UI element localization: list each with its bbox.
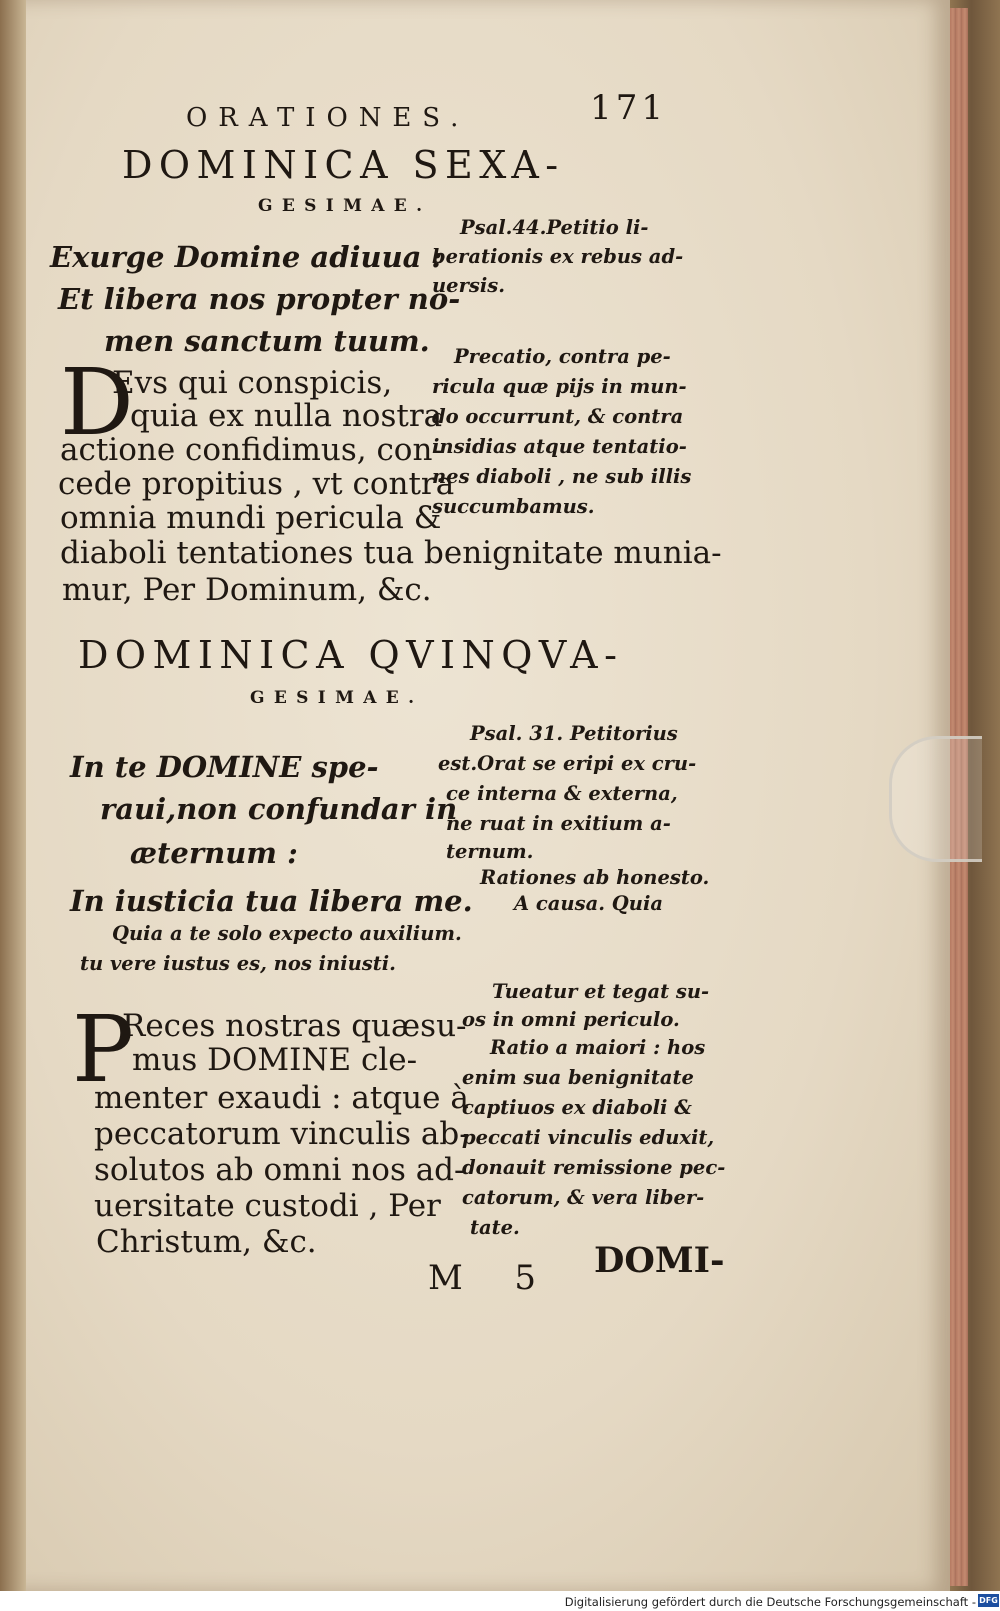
- catchword: DOMI-: [594, 1240, 725, 1281]
- margin-note: donauit remissione pec-: [462, 1156, 726, 1179]
- section-title: DOMINICA SEXA-: [122, 143, 565, 187]
- verse-line: In iusticia tua libera me.: [70, 884, 473, 918]
- margin-note: Psal. 31. Petitorius: [470, 722, 678, 745]
- verse-line: Exurge Domine adiuua :: [50, 240, 443, 274]
- prayer-line: peccatorum vinculis ab-: [94, 1116, 470, 1152]
- verse-note: Quia a te solo expecto auxilium.: [112, 922, 462, 945]
- section-title: DOMINICA QVINQVA-: [78, 633, 624, 677]
- margin-note: ce interna & externa,: [446, 782, 678, 805]
- margin-note: Ratio a maiori : hos: [490, 1036, 706, 1059]
- margin-note: succumbamus.: [432, 495, 595, 518]
- margin-note: enim sua benignitate: [462, 1066, 694, 1089]
- prayer-line: mus DOMINE cle-: [132, 1042, 418, 1078]
- margin-note: os in omni periculo.: [462, 1008, 680, 1031]
- prayer-line: Christum, &c.: [96, 1224, 317, 1260]
- margin-note: peccati vinculis eduxit,: [462, 1126, 715, 1149]
- prayer-line: omnia mundi pericula &: [60, 500, 442, 536]
- prayer-line: uersitate custodi , Per: [94, 1188, 441, 1224]
- prayer-line: cede propitius , vt contra: [58, 466, 455, 502]
- prayer-line: Reces nostras quæsu-: [122, 1008, 467, 1044]
- verse-line: Et libera nos propter no-: [58, 282, 461, 316]
- footer-credit: Digitalisierung gefördert durch die Deutsche Forschungsgemeinschaft -: [564, 1595, 976, 1609]
- verse-line: In te DOMINE spe-: [70, 750, 379, 784]
- margin-note: do occurrunt, & contra: [432, 405, 684, 428]
- prayer-line: solutos ab omni nos ad-: [94, 1152, 465, 1188]
- verse-note: tu vere iustus es, nos iniusti.: [80, 952, 396, 975]
- margin-note: Tueatur et tegat su-: [492, 980, 710, 1003]
- margin-note: ternum.: [446, 840, 534, 863]
- margin-note: est.Orat se eripi ex cru-: [438, 752, 697, 775]
- margin-note: insidias atque tentatio-: [432, 435, 687, 458]
- margin-note: nes diaboli , ne sub illis: [432, 465, 692, 488]
- page-clip: [889, 736, 982, 862]
- drop-cap: P: [72, 996, 134, 1103]
- margin-note: Rationes ab honesto.: [480, 866, 710, 889]
- section-title-cont: GESIMAE.: [258, 196, 432, 216]
- margin-note: Precatio, contra pe-: [454, 345, 671, 368]
- prayer-line: actione confidimus, con-: [60, 432, 443, 468]
- margin-note: uersis.: [432, 274, 506, 297]
- margin-note: Psal.44.Petitio li-: [460, 216, 649, 239]
- verse-line: men sanctum tuum.: [104, 324, 430, 358]
- prayer-line: mur, Per Dominum, &c.: [62, 572, 432, 608]
- signature-mark: M 5: [428, 1258, 557, 1298]
- margin-note: ne ruat in exitium a-: [446, 812, 671, 835]
- section-title-cont: GESIMAE.: [250, 688, 424, 708]
- running-title: ORATIONES.: [186, 103, 470, 133]
- margin-note: catorum, & vera liber-: [462, 1186, 705, 1209]
- page-number: 171: [590, 88, 668, 128]
- prayer-line: quia ex nulla nostra: [130, 398, 443, 434]
- dfg-logo: DFG: [979, 1596, 998, 1605]
- verse-line: raui,non confundar in: [100, 792, 458, 826]
- margin-note: ricula quæ pijs in mun-: [432, 375, 687, 398]
- prayer-line: Evs qui conspicis,: [112, 365, 393, 401]
- prayer-line: diaboli tentationes tua benignitate munia-: [60, 535, 722, 571]
- margin-note: tate.: [470, 1216, 520, 1239]
- prayer-line: menter exaudi : atque à: [94, 1080, 469, 1116]
- margin-note: berationis ex rebus ad-: [432, 245, 684, 268]
- margin-note: captiuos ex diaboli &: [462, 1096, 692, 1119]
- drop-cap: D: [60, 349, 134, 456]
- verse-line: æternum :: [130, 836, 298, 870]
- gutter-shadow: [0, 0, 26, 1591]
- margin-note: A causa. Quia: [514, 892, 664, 915]
